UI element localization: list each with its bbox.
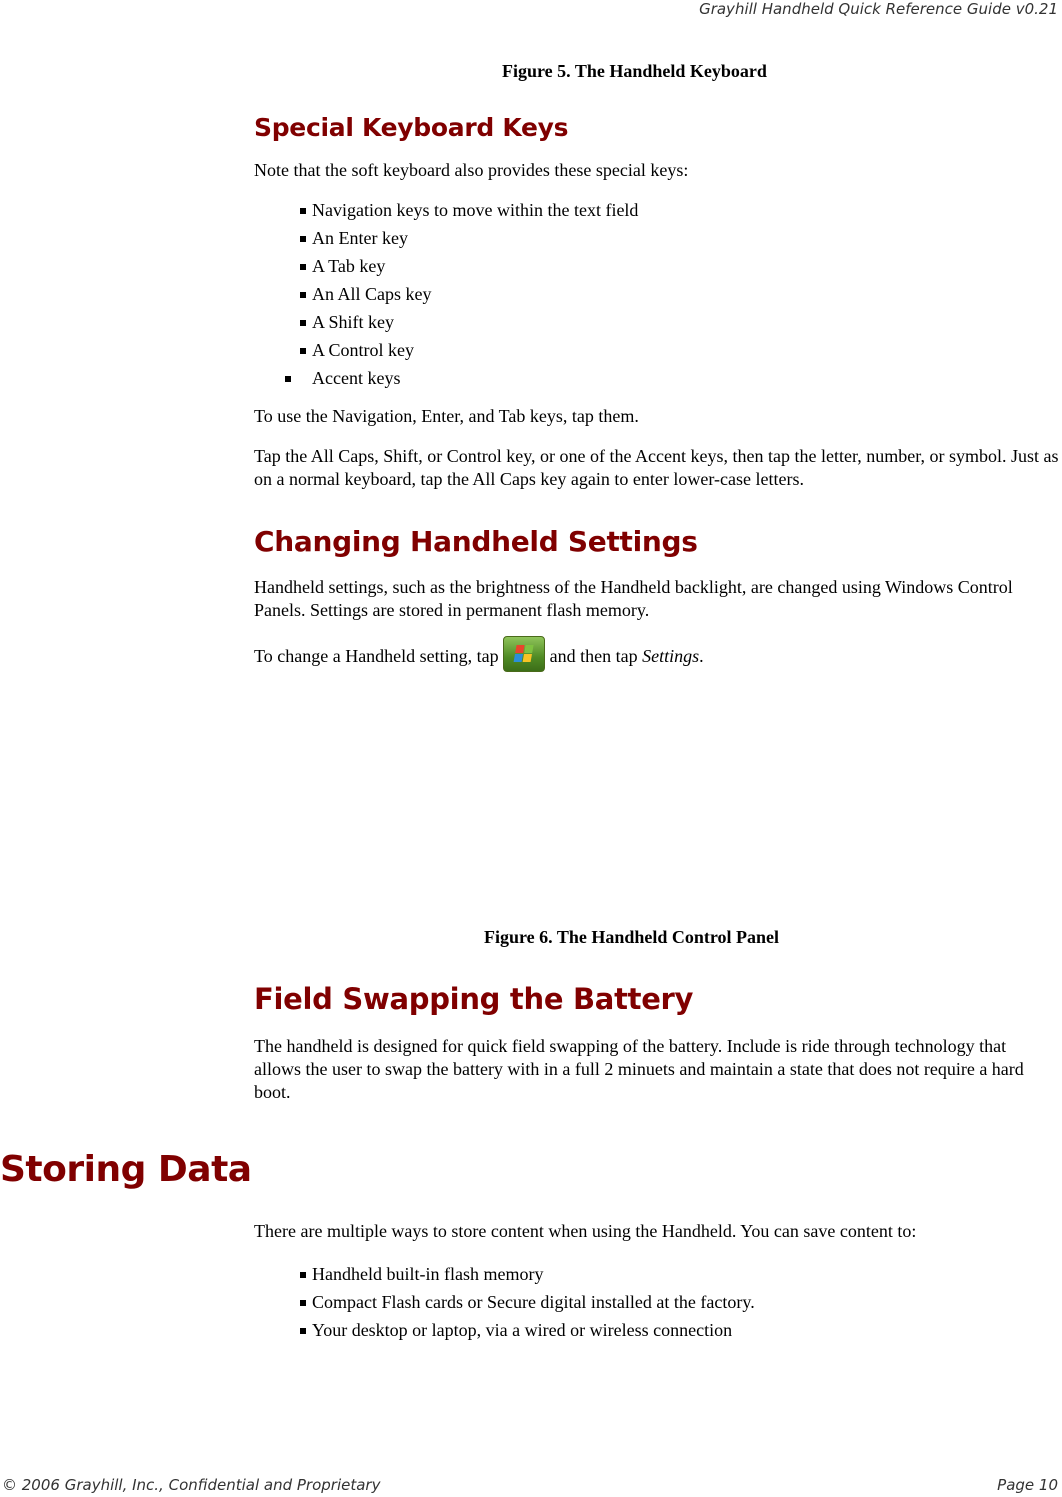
list-item: Compact Flash cards or Secure digital installed at the factory. (298, 1288, 755, 1316)
special-keys-para-2: Tap the All Caps, Shift, or Control key, or one of the Accent keys, then tap the letter, number, or symbol. Just as on a normal keyboard, tap the All Caps key again to enter lower-case letters. (254, 446, 1059, 489)
footer-copyright: © 2006 Grayhill, Inc., Confidential and Proprietary (2, 1476, 381, 1494)
settings-heading: Changing Handheld Settings (254, 525, 698, 558)
storing-intro: There are multiple ways to store content when using the Handheld. You can save content to: (254, 1221, 917, 1241)
windows-start-icon (503, 636, 545, 672)
settings-para-2-middle: and then tap (545, 646, 643, 667)
list-item: Navigation keys to move within the text field (298, 196, 638, 224)
list-item: A Shift key (298, 308, 638, 336)
list-item: Handheld built-in flash memory (298, 1260, 755, 1288)
list-item: A Tab key (298, 252, 638, 280)
list-item: An All Caps key (298, 280, 638, 308)
page-header-title: Grayhill Handheld Quick Reference Guide v0.21 (699, 0, 1058, 18)
list-item: Your desktop or laptop, via a wired or wireless connection (298, 1316, 755, 1344)
storing-data-heading: Storing Data (0, 1149, 252, 1190)
storing-list (298, 1260, 755, 1344)
settings-link-text: Settings (642, 646, 700, 667)
settings-para-1: Handheld settings, such as the brightness of the Handheld backlight, are changed using Windows Control Panels. Settings are stored in permanent flash memory. (254, 577, 1013, 620)
list-item: A Control key (298, 336, 638, 364)
figure-5-caption: Figure 5. The Handheld Keyboard (502, 61, 767, 81)
settings-para-2-before: To change a Handheld setting, tap (254, 646, 504, 667)
special-keys-heading: Special Keyboard Keys (254, 113, 569, 142)
settings-para-2-end: . (699, 646, 704, 667)
special-keys-para-1: To use the Navigation, Enter, and Tab keys, tap them. (254, 406, 639, 426)
battery-heading: Field Swapping the Battery (254, 982, 694, 1016)
special-keys-list (298, 196, 638, 392)
figure-6-caption: Figure 6. The Handheld Control Panel (484, 927, 780, 947)
special-keys-intro: Note that the soft keyboard also provides these special keys: (254, 160, 689, 180)
list-item: An Enter key (298, 224, 638, 252)
settings-para-2 (254, 640, 1062, 676)
list-item: Accent keys (283, 364, 638, 392)
footer-page-number: Page 10 (997, 1476, 1058, 1494)
battery-para: The handheld is designed for quick field swapping of the battery. Include is ride through technology that allows the user to swap the battery with in a full 2 minuets and maintain a state that does not require a hard boot. (254, 1036, 1024, 1102)
